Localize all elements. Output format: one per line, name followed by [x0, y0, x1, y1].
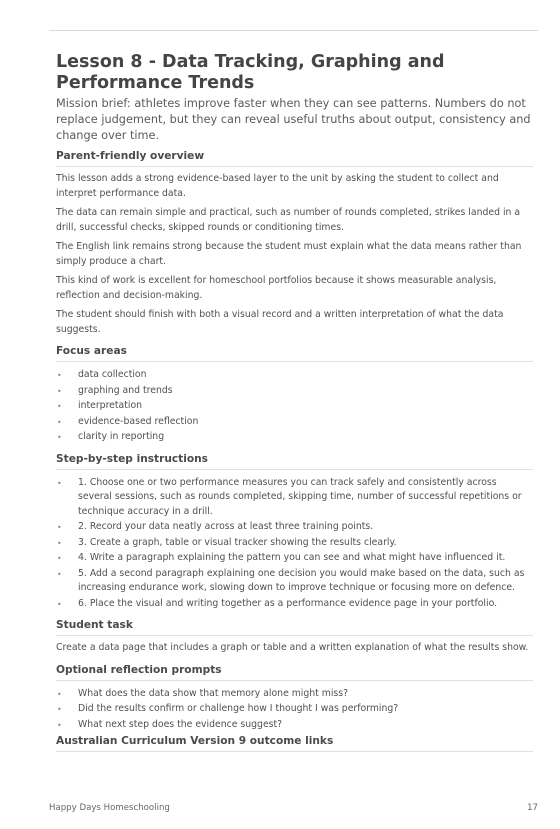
list-item: • 2. Record your data neatly across at least three training points.	[56, 520, 533, 535]
overview-paragraph: This lesson adds a strong evidence-based layer to the unit by asking the student to collect and interpret performance data.	[56, 173, 499, 199]
bullet-icon: •	[57, 523, 62, 532]
list-item: • 1. Choose one or two performance measures you can track safely and consistently across several sessions, such as rounds completed, skipping time, number of successful repetitions or technique accuracy in a drill.	[57, 476, 522, 517]
prompts-list	[56, 687, 533, 733]
footer-brand: Happy Days Homeschooling	[49, 803, 170, 813]
list-item: • What next step does the evidence suggest?	[56, 718, 533, 733]
prompts-section	[56, 664, 533, 733]
list-item: • interpretation	[56, 399, 533, 414]
task-section	[56, 619, 533, 656]
overview-paragraph: The English link remains strong because the student must explain what the data means rather than simply produce a chart.	[56, 241, 522, 267]
task-text: Create a data page that includes a graph or table and a written explanation of what the results show.	[56, 642, 529, 653]
steps-list	[56, 476, 533, 612]
list-item: • Did the results confirm or challenge how I thought I was performing?	[56, 702, 533, 717]
bullet-icon: •	[57, 386, 62, 396]
curriculum-section	[56, 735, 533, 752]
header-rule	[49, 30, 538, 31]
bullet-icon: •	[57, 720, 62, 730]
overview-paragraph: The data can remain simple and practical, such as number of rounds completed, strikes landed in a drill, successful checks, skipped rounds or conditioning times.	[56, 207, 521, 233]
overview-heading: Parent-friendly overview	[56, 150, 533, 167]
mission-brief: Mission brief: athletes improve faster when they can see patterns. Numbers do not replace judgement, but they can reveal useful truths about output, consistency and change over time.	[56, 97, 531, 142]
overview-section	[56, 150, 533, 337]
steps-section	[56, 453, 533, 612]
bullet-icon: •	[57, 689, 62, 699]
list-item: • data collection	[56, 368, 533, 383]
list-item: • clarity in reporting	[56, 430, 533, 445]
lesson-title: Lesson 8 - Data Tracking, Graphing and Performance Trends	[56, 52, 445, 93]
list-item: • 3. Create a graph, table or visual tracker showing the results clearly.	[56, 536, 533, 551]
bullet-icon: •	[57, 371, 62, 380]
list-item: • 4. Write a paragraph explaining the pattern you can see and what might have influenced it.	[56, 551, 533, 566]
curriculum-heading: Australian Curriculum Version 9 outcome links	[56, 735, 533, 752]
list-item: • graphing and trends	[56, 384, 533, 399]
bullet-icon: •	[57, 538, 62, 548]
bullet-icon: •	[57, 569, 62, 579]
bullet-icon: •	[57, 433, 62, 442]
focus-list	[56, 368, 533, 445]
prompts-heading: Optional reflection prompts	[56, 664, 533, 681]
bullet-icon: •	[57, 599, 62, 609]
list-item: • What does the data show that memory alone might miss?	[56, 687, 533, 702]
bullet-icon: •	[57, 705, 62, 714]
bullet-icon: •	[57, 402, 62, 411]
list-item: • 6. Place the visual and writing together as a performance evidence page in your portfolio.	[56, 597, 533, 612]
list-item: • evidence-based reflection	[56, 415, 533, 430]
page-number: 17	[527, 803, 538, 813]
bullet-icon: •	[57, 554, 62, 563]
lesson-content	[56, 52, 533, 752]
task-heading: Student task	[56, 619, 533, 636]
overview-paragraph: The student should finish with both a visual record and a written interpretation of what the data suggests.	[56, 309, 504, 335]
steps-heading: Step-by-step instructions	[56, 453, 533, 470]
list-item: • 5. Add a second paragraph explaining one decision you would make based on the data, such as increasing endurance work, slowing down to improve technique or focusing more on defence.	[57, 567, 525, 593]
focus-heading: Focus areas	[56, 345, 533, 362]
bullet-icon: •	[57, 478, 62, 488]
bullet-icon: •	[57, 417, 62, 427]
focus-section	[56, 345, 533, 445]
overview-paragraph: This kind of work is excellent for homeschool portfolios because it shows measurable analysis, reflection and decision-making.	[56, 275, 497, 301]
